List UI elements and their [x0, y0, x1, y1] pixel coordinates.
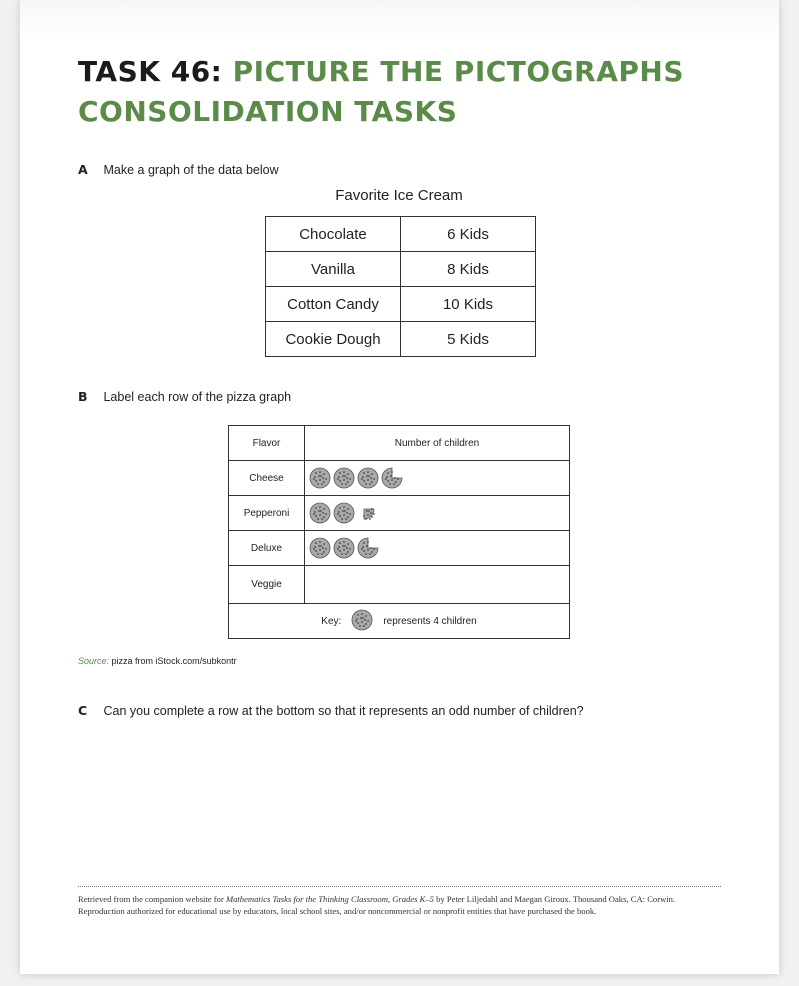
source-label: Source:: [78, 656, 110, 666]
pizza-icons-cell: [305, 566, 569, 603]
image-source-credit: [78, 656, 237, 666]
pizza-icon: [333, 467, 355, 489]
row-label: Deluxe: [229, 531, 305, 565]
worksheet-page: [20, 0, 779, 974]
pictograph-row-cheese: [229, 461, 569, 496]
footer-divider: [78, 886, 721, 887]
ice-cream-table: [265, 216, 536, 357]
flavor-cell: Cotton Candy: [266, 287, 401, 322]
task-number: TASK 46:: [78, 55, 223, 88]
row-label: Cheese: [229, 461, 305, 495]
header-number-of-children: Number of children: [394, 437, 480, 449]
section-c-text: Can you complete a row at the bottom so that it represents an odd number of children?: [103, 704, 584, 718]
pizza-icon: [351, 609, 373, 634]
section-c-letter: C: [78, 703, 88, 718]
table-row: [266, 287, 536, 322]
pizza-icon: [309, 502, 331, 524]
flavor-cell: Cookie Dough: [266, 322, 401, 357]
title-main: PICTURE THE PICTOGRAPHS: [232, 55, 685, 88]
pizza-icon: [309, 467, 331, 489]
pictograph-row-pepperoni: [229, 496, 569, 531]
section-b-heading: [78, 389, 291, 404]
section-a-letter: A: [78, 162, 88, 177]
count-cell: 8 Kids: [401, 252, 536, 287]
table-row: [266, 322, 536, 357]
table-row: [266, 252, 536, 287]
row-label: Pepperoni: [229, 496, 305, 530]
section-a-text: Make a graph of the data below: [103, 163, 279, 177]
pictograph-row-veggie: [229, 566, 569, 604]
section-c-heading: [78, 703, 584, 718]
table-row: [266, 217, 536, 252]
pizza-icon: [309, 537, 331, 559]
pictograph-header-row: [229, 426, 569, 461]
copyright-footer: [78, 893, 721, 917]
pizza-icon: [351, 609, 373, 631]
pictograph-key: [229, 604, 569, 638]
footer-book-title: Mathematics Tasks for the Thinking Classroom, Grades K–5: [225, 894, 434, 904]
page-title: [78, 52, 684, 132]
pizza-icon: [357, 502, 379, 524]
pizza-icon: [333, 537, 355, 559]
section-b-letter: B: [78, 389, 88, 404]
page-top-band: [20, 0, 779, 40]
source-text: pizza from iStock.com/subkontr: [111, 656, 237, 666]
pizza-icons-cell: [305, 531, 569, 565]
ice-cream-table-title: Favorite Ice Cream: [335, 187, 463, 204]
count-cell: 10 Kids: [401, 287, 536, 322]
title-line-1: [78, 52, 684, 92]
section-a-heading: [78, 162, 279, 177]
pizza-pictograph: [228, 425, 570, 639]
pictograph-row-deluxe: [229, 531, 569, 566]
flavor-cell: Chocolate: [266, 217, 401, 252]
footer-post: by Peter Liljedahl and Maegan Giroux. Thousand Oaks, CA: Corwin. Reproduction authorized for educational use by educators, local school sites, and/or noncommercial or nonprofit entities that have purchased the book.: [78, 894, 676, 916]
pizza-icon: [357, 467, 379, 489]
section-b-text: Label each row of the pizza graph: [103, 390, 292, 404]
title-line-2: CONSOLIDATION TASKS: [78, 95, 458, 128]
key-label: Key:: [321, 615, 342, 627]
row-label: Veggie: [229, 566, 305, 603]
count-cell: 5 Kids: [401, 322, 536, 357]
header-flavor: Flavor: [229, 426, 305, 460]
count-cell: 6 Kids: [401, 217, 536, 252]
pizza-icons-cell: [305, 496, 569, 530]
footer-pre: Retrieved from the companion website for: [78, 894, 226, 904]
pizza-icon: [381, 467, 403, 489]
pizza-icon: [333, 502, 355, 524]
pizza-icon: [357, 537, 379, 559]
key-text: represents 4 children: [383, 615, 477, 627]
flavor-cell: Vanilla: [266, 252, 401, 287]
pizza-icons-cell: [305, 461, 569, 495]
